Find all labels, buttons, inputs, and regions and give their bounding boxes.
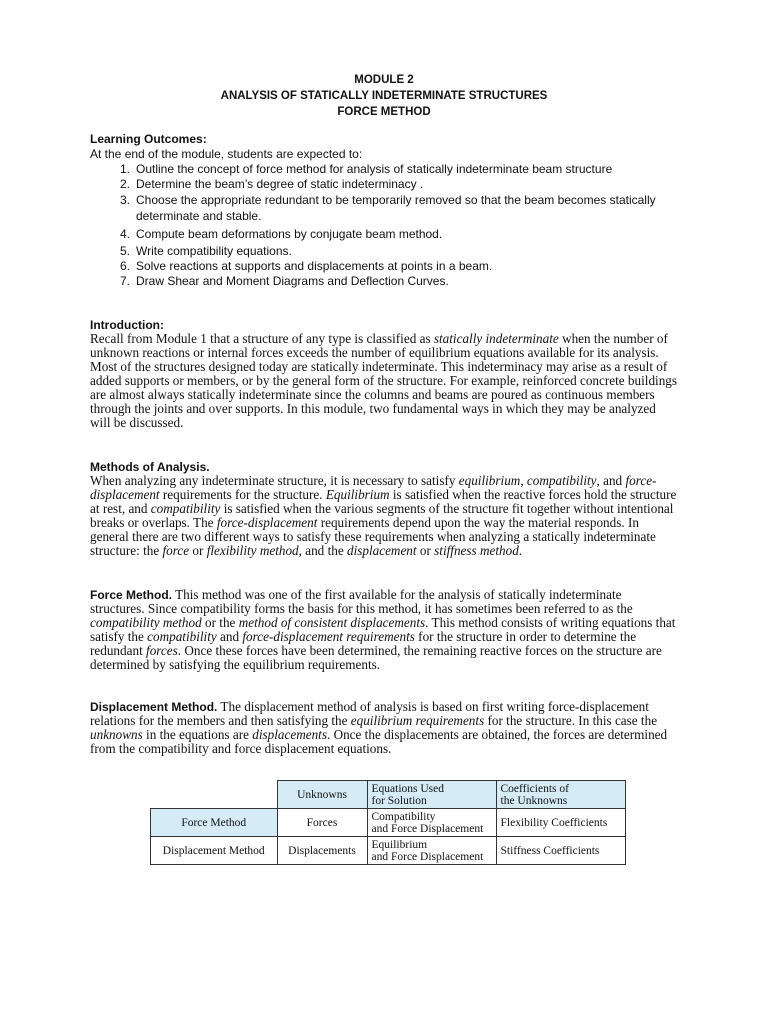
list-text: Write compatibility equations.	[136, 244, 292, 258]
emphasis-run: displacements	[252, 727, 327, 742]
header-coefficients-line2: the Unknowns	[500, 794, 568, 807]
introduction-paragraph	[90, 332, 678, 430]
text-run: is satisfied when the reactive forces hold the structure at rest, and	[90, 487, 677, 516]
row-equations-line1: Equilibrium	[371, 838, 428, 851]
title-block	[0, 72, 768, 120]
table-corner-cell	[151, 781, 278, 809]
list-number: 7.	[119, 274, 130, 288]
displacement-method-heading: Displacement Method.	[90, 700, 218, 714]
text-run: in the equations are	[142, 727, 253, 742]
list-text: Outline the concept of force method for analysis of statically indeterminate beam structure	[136, 162, 613, 176]
text-run: , and	[596, 473, 626, 488]
emphasis-run: equilibrium requirements	[350, 713, 485, 728]
row-equations-line2: and Force Displacement	[371, 822, 484, 835]
list-text: Draw Shear and Moment Diagrams and Deflection Curves.	[136, 274, 449, 288]
emphasis-run: statically indeterminate	[433, 331, 559, 346]
text-run: or	[416, 543, 435, 558]
list-number: 6.	[119, 259, 130, 273]
header-coefficients	[496, 781, 625, 809]
emphasis-run: Equilibrium	[325, 487, 390, 502]
emphasis-run: compatibility	[526, 473, 597, 488]
row-method: Displacement Method	[151, 837, 278, 865]
list-number: 3.	[119, 193, 130, 207]
table-row	[151, 837, 626, 865]
emphasis-run: force-displacement requirements	[242, 629, 415, 644]
header-coefficients-line1: Coefficients of	[500, 782, 569, 795]
module-number: MODULE 2	[354, 74, 414, 86]
header-equations-line2: for Solution	[371, 794, 427, 807]
list-item	[90, 162, 690, 177]
emphasis-run: compatibility	[150, 501, 221, 516]
emphasis-run: forces	[146, 643, 178, 658]
row-method: Force Method	[151, 809, 278, 837]
table-row	[151, 809, 626, 837]
list-number: 1.	[119, 162, 130, 176]
force-method-section	[90, 588, 678, 672]
text-run: for the structure in order to determine the redundant	[90, 629, 637, 658]
text-run: . Once the displacements are obtained, the forces are determined from the compatibility and force displacement equations.	[90, 727, 668, 756]
list-item	[90, 177, 690, 192]
list-number: 5.	[119, 244, 130, 258]
learning-outcomes-heading: Learning Outcomes:	[90, 132, 207, 146]
list-item	[90, 244, 690, 259]
header-unknowns: Unknowns	[277, 781, 367, 809]
introduction-section	[90, 318, 678, 430]
text-run: This method was one of the first available for the analysis of statically indeterminate structures. Since compatibility forms the basis for this method, it has sometimes been referred to as the	[90, 587, 633, 616]
list-text: Compute beam deformations by conjugate beam method.	[136, 227, 443, 241]
list-number: 4.	[119, 227, 130, 241]
row-coefficients: Flexibility Coefficients	[496, 809, 625, 837]
methods-heading: Methods of Analysis.	[90, 460, 210, 474]
row-unknowns: Forces	[277, 809, 367, 837]
text-run: The displacement method of analysis is based on first writing force-displacement relations for the members and then satisfying the	[90, 699, 649, 728]
text-run: or the	[201, 615, 239, 630]
emphasis-run: flexibility method	[206, 543, 299, 558]
text-run: is satisfied when the various segments of the structure fit together without intentional breaks or overlaps. The	[90, 501, 674, 530]
displacement-method-paragraph	[90, 700, 678, 756]
displacement-method-section	[90, 700, 678, 756]
text-run: or	[189, 543, 207, 558]
text-run: When analyzing any indeterminate structure, it is necessary to satisfy	[90, 473, 459, 488]
emphasis-run: stiffness method	[434, 543, 519, 558]
emphasis-run: force-displacement	[90, 473, 657, 502]
list-text: Determine the beam’s degree of static indeterminacy .	[136, 177, 424, 191]
row-equations	[367, 837, 496, 865]
emphasis-run: compatibility	[147, 629, 217, 644]
text-run: requirements depend upon the way the material responds. In general there are two different ways to satisfy these requirements when analyzing a statically indeterminate structure: the	[90, 515, 656, 558]
comparison-table-wrap	[150, 780, 626, 865]
text-run: and	[216, 629, 243, 644]
emphasis-run: force	[162, 543, 190, 558]
text-run: Recall from Module 1 that a structure of any type is classified as	[90, 331, 434, 346]
emphasis-run: force-displacement	[216, 515, 318, 530]
text-run: . Once these forces have been determined, the remaining reactive forces on the structure are determined by satisfying the equilibrium requirements.	[90, 643, 662, 672]
comparison-table	[150, 780, 626, 865]
list-item	[90, 192, 690, 224]
emphasis-run: displacement	[346, 543, 417, 558]
force-method-paragraph	[90, 588, 678, 672]
emphasis-run: method of consistent displacements	[238, 615, 426, 630]
list-text: Choose the appropriate redundant to be temporarily removed so that the beam becomes statically determinate and stable.	[136, 193, 656, 223]
list-item	[90, 227, 690, 242]
module-subtitle: FORCE METHOD	[337, 106, 431, 118]
list-text: Solve reactions at supports and displacements at points in a beam.	[136, 259, 493, 273]
introduction-heading: Introduction:	[90, 318, 164, 332]
table-header-row	[151, 781, 626, 809]
row-equations	[367, 809, 496, 837]
row-equations-line1: Compatibility	[371, 810, 436, 823]
text-run: , and the	[298, 543, 347, 558]
text-run: . This method consists of writing equations that satisfy the	[90, 615, 676, 644]
emphasis-run: equilibrium	[458, 473, 521, 488]
methods-section	[90, 460, 678, 558]
text-run: for the structure. In this case the	[484, 713, 658, 728]
force-method-heading: Force Method.	[90, 588, 173, 602]
text-run: .	[518, 543, 523, 558]
learning-outcomes	[90, 132, 690, 289]
header-equations-line1: Equations Used	[371, 782, 445, 795]
row-coefficients: Stiffness Coefficients	[496, 837, 625, 865]
module-title: ANALYSIS OF STATICALLY INDETERMINATE STRUCTURES	[220, 90, 548, 102]
row-unknowns: Displacements	[277, 837, 367, 865]
list-item	[90, 274, 690, 289]
text-run: ,	[520, 473, 527, 488]
emphasis-run: unknowns	[90, 727, 143, 742]
emphasis-run: compatibility method	[90, 615, 202, 630]
text-run: requirements for the structure.	[159, 487, 326, 502]
text-run: when the number of unknown reactions or internal forces exceeds the number of equilibrium equations available for its analysis. Most of the structures designed today are statically indeterminate. This indeterminacy may arise as a result of added supports or members, or by the general form of the structure. For example, reinforced concrete buildings are almost always statically indeterminate since the columns and beams are poured as continuous members through the joints and over supports. In this module, two fundamental ways in which they may be analyzed will be discussed.	[90, 331, 678, 430]
learning-outcomes-intro: At the end of the module, students are expected to:	[90, 147, 363, 161]
learning-outcomes-list	[90, 162, 690, 289]
row-equations-line2: and Force Displacement	[371, 850, 484, 863]
list-item	[90, 259, 690, 274]
list-number: 2.	[119, 177, 130, 191]
methods-paragraph	[90, 474, 678, 558]
header-equations	[367, 781, 496, 809]
